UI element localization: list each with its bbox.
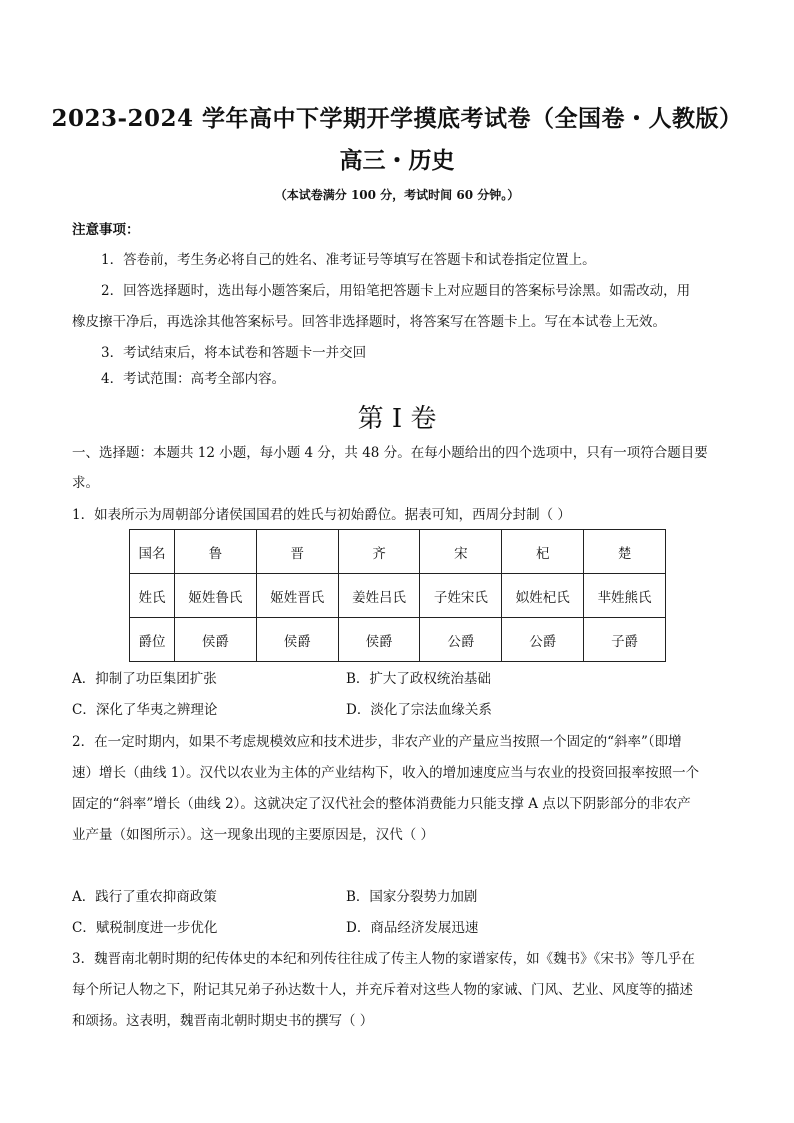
exam-subtitle: 高三・历史 (339, 147, 455, 174)
table-cell: 侯爵 (256, 618, 338, 662)
table-cell: 公爵 (420, 618, 502, 662)
table-cell: 齐 (338, 530, 420, 574)
q2-option-d: D．商品经济发展迅速 (346, 920, 479, 936)
q2-line-1: 2．在一定时期内，如果不考虑规模效应和技术进步，非农产业的产量应当按照一个固定的“斜率”（即增 (72, 734, 682, 750)
q1-option-d: D．淡化了宗法血缘关系 (346, 702, 492, 718)
section-intro-line1: 一、选择题：本题共 12 小题，每小题 4 分，共 48 分。在每小题给出的四个选项中，只有一项符合题目要 (72, 445, 708, 461)
section-intro-line2: 求。 (72, 475, 99, 491)
table-cell: 侯爵 (175, 618, 257, 662)
exam-title: 2023-2024 学年高中下学期开学摸底考试卷（全国卷・人教版） (51, 105, 743, 132)
table-cell: 晋 (256, 530, 338, 574)
q1-option-c: C．深化了华夷之辨理论 (72, 702, 218, 718)
table-cell: 楚 (584, 530, 666, 574)
table-cell: 姬姓晋氏 (256, 574, 338, 618)
table-cell: 爵位 (130, 618, 175, 662)
table-cell: 芈姓熊氏 (584, 574, 666, 618)
table-cell: 宋 (420, 530, 502, 574)
q2-line-3: 固定的“斜率”增长（曲线 2）。这就决定了汉代社会的整体消费能力只能支撑 A 点以下阴影部分的非农产 (72, 796, 691, 812)
q2-line-4: 业产量（如图所示）。这一现象出现的主要原因是，汉代（ ） (72, 827, 435, 843)
q2-option-b: B．国家分裂势力加剧 (346, 889, 478, 905)
notice-heading: 注意事项： (72, 222, 140, 238)
notice-item-2-cont: 橡皮擦干净后，再选涂其他答案标号。回答非选择题时，将答案写在答题卡上。写在本试卷上无效。 (72, 314, 666, 330)
section-title: 第 I 卷 (357, 404, 437, 434)
q1-option-b: B．扩大了政权统治基础 (346, 671, 491, 687)
q3-line-2: 每个所记人物之下，附记其兄弟子孙达数十人，并充斥着对这些人物的家诫、门风、艺业、风度等的描述 (72, 982, 693, 998)
q1-stem: 1．如表所示为周朝部分诸侯国国君的姓氏与初始爵位。据表可知，西周分封制（ ） (72, 507, 571, 523)
table-cell: 杞 (502, 530, 584, 574)
table-cell: 姒姓杞氏 (502, 574, 584, 618)
table-cell: 鲁 (175, 530, 257, 574)
notice-item-1: 1．答卷前，考生务必将自己的姓名、准考证号等填写在答题卡和试卷指定位置上。 (101, 252, 596, 268)
table-cell: 姓氏 (130, 574, 175, 618)
q3-line-3: 和颂扬。这表明，魏晋南北朝时期史书的撰写（ ） (72, 1013, 374, 1029)
table-cell: 国名 (130, 530, 175, 574)
notice-item-2: 2．回答选择题时，选出每小题答案后，用铅笔把答题卡上对应题目的答案标号涂黑。如需改动，用 (101, 283, 691, 299)
table-cell: 姜姓吕氏 (338, 574, 420, 618)
q3-line-1: 3．魏晋南北朝时期的纪传体史的本纪和列传往往成了传主人物的家谱家传，如《魏书》《宋书》等几乎在 (72, 951, 695, 967)
table-row (130, 530, 666, 574)
table-cell: 姬姓鲁氏 (175, 574, 257, 618)
table-cell: 子爵 (584, 618, 666, 662)
table-row (130, 618, 666, 662)
table-cell: 侯爵 (338, 618, 420, 662)
table-cell: 公爵 (502, 618, 584, 662)
notice-item-4: 4．考试范围：高考全部内容。 (101, 371, 286, 387)
q2-line-2: 速）增长（曲线 1）。汉代以农业为主体的产业结构下，收入的增加速度应当与农业的投资回报率按照一个 (72, 765, 700, 781)
q1-table (129, 529, 666, 662)
notice-item-3: 3．考试结束后，将本试卷和答题卡一并交回 (101, 345, 367, 361)
table-row (130, 574, 666, 618)
q1-option-a: A．抑制了功臣集团扩张 (72, 671, 217, 687)
q2-option-c: C．赋税制度进一步优化 (72, 920, 218, 936)
table-cell: 子姓宋氏 (420, 574, 502, 618)
q2-option-a: A．践行了重农抑商政策 (72, 889, 217, 905)
exam-note: （本试卷满分 100 分，考试时间 60 分钟。） (274, 188, 520, 202)
